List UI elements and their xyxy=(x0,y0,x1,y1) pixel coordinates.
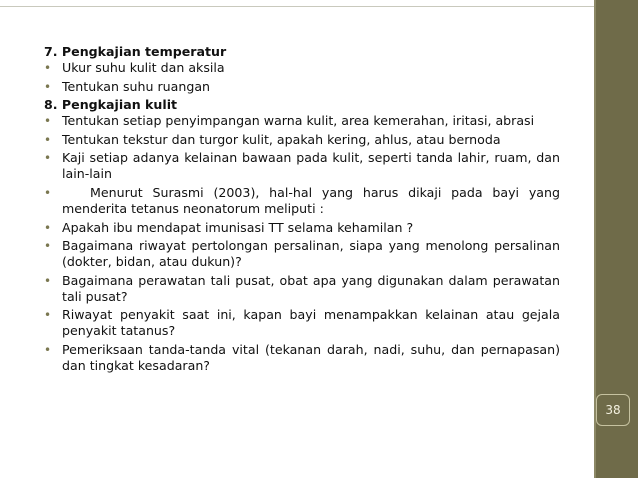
list-item xyxy=(44,79,560,95)
bullet-icon: • xyxy=(44,61,52,75)
bullet-icon: • xyxy=(44,239,52,254)
list-item-text: Riwayat penyakit saat ini, kapan bayi menampakkan kelainan atau gejala penyakit tatanus? xyxy=(62,307,560,339)
bullet-icon: • xyxy=(44,79,52,94)
section-heading-skin: 8. Pengkajian kulit xyxy=(44,97,178,113)
bullet-icon: • xyxy=(44,308,52,323)
list-item xyxy=(44,238,560,270)
list-item xyxy=(44,150,560,182)
list-item-text: Apakah ibu mendapat imunisasi TT selama kehamilan ? xyxy=(62,219,414,235)
list-item xyxy=(44,113,560,129)
list-item xyxy=(44,273,560,305)
list-item-text: Bagaimana riwayat pertolongan persalinan, siapa yang menolong persalinan (dokter, bidan, atau dukun)? xyxy=(62,238,560,270)
list-item xyxy=(44,342,560,374)
list-item-text: Tentukan suhu ruangan xyxy=(62,78,211,94)
bullet-icon: • xyxy=(44,185,52,200)
list-item xyxy=(44,132,560,148)
list-item-text: Tentukan setiap penyimpangan warna kulit, area kemerahan, iritasi, abrasi xyxy=(62,113,535,129)
page-number-badge xyxy=(596,394,630,426)
section-heading-temperature: 7. Pengkajian temperatur xyxy=(44,44,227,59)
list-item-text: Menurut Surasmi (2003), hal-hal yang harus dikaji pada bayi yang menderita tetanus neonatorum meliputi : xyxy=(62,184,560,216)
bullet-icon: • xyxy=(44,114,52,129)
list-item xyxy=(44,220,560,236)
bullet-icon: • xyxy=(44,342,52,357)
list-item-text: Ukur suhu kulit dan aksila xyxy=(62,60,225,75)
list-item xyxy=(44,185,560,217)
page-number: 38 xyxy=(605,403,621,417)
list-item-text: Pemeriksaan tanda-tanda vital (tekanan darah, nadi, suhu, dan pernapasan) dan tingkat kesadaran? xyxy=(62,341,560,373)
list-item-text: Bagaimana perawatan tali pusat, obat apa yang digunakan dalam perawatan tali pusat? xyxy=(62,272,560,304)
bullet-icon: • xyxy=(44,220,52,235)
bullet-icon: • xyxy=(44,151,52,166)
list-item-text: Kaji setiap adanya kelainan bawaan pada kulit, seperti tanda lahir, ruam, dan lain-lain xyxy=(62,150,560,182)
top-divider xyxy=(0,6,596,7)
list-item xyxy=(44,307,560,339)
slide-content xyxy=(44,44,560,377)
bullet-icon: • xyxy=(44,273,52,288)
list-item-text: Tentukan tekstur dan turgor kulit, apakah kering, ahlus, atau bernoda xyxy=(62,131,501,147)
bullet-icon: • xyxy=(44,132,52,147)
list-item xyxy=(44,60,560,76)
